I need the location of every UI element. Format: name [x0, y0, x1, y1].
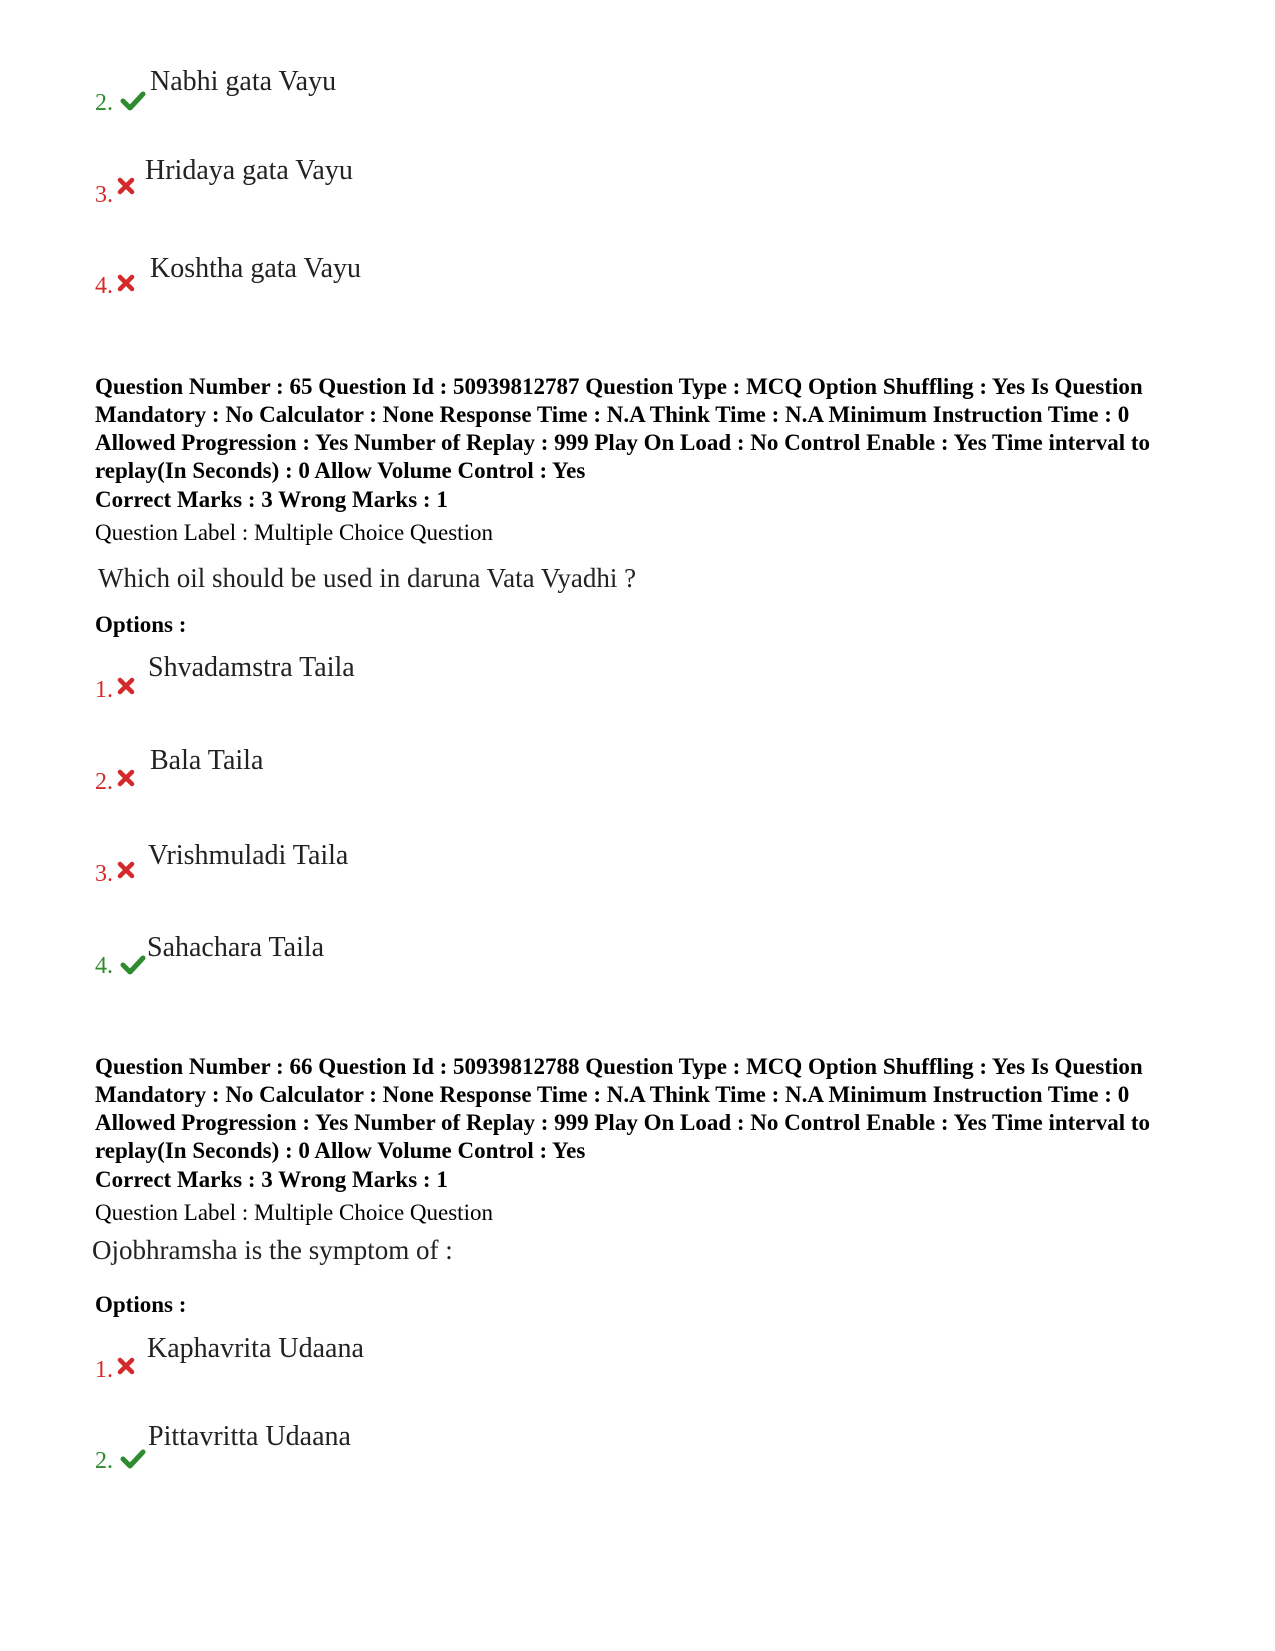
- option-number: 1.: [95, 1357, 113, 1383]
- question-66-label: Question Label : Multiple Choice Question: [95, 1200, 493, 1225]
- prev-option-2: [0, 60, 1275, 130]
- prev-option-3: [0, 150, 1275, 220]
- question-66-meta: Question Number : 66 Question Id : 50939812788 Question Type : MCQ Option Shuffling : Yes Is Question Mandatory : No Calculator : None Response Time : N.A Think Time : N.A Minimum Instruction Time : 0 Allowed Progression : Yes Number of Replay : 999 Play On Load : No Control Enable : Yes Time interval to replay(In Seconds) : 0 Allow Volume Control : Yes: [95, 1054, 1151, 1163]
- q66-option-2: [0, 1418, 1275, 1488]
- question-65-text: Which oil should be used in daruna Vata Vyadhi ?: [98, 563, 637, 593]
- option-text: Kaphavrita Udaana: [147, 1333, 364, 1364]
- cross-icon: [116, 273, 136, 293]
- q65-option-4: [0, 928, 1275, 998]
- check-icon: [120, 952, 146, 978]
- check-icon: [120, 88, 146, 114]
- question-66-options-heading: Options :: [95, 1292, 187, 1317]
- question-65-meta: Question Number : 65 Question Id : 50939812787 Question Type : MCQ Option Shuffling : Yes Is Question Mandatory : No Calculator : None Response Time : N.A Think Time : N.A Minimum Instruction Time : 0 Allowed Progression : Yes Number of Replay : 999 Play On Load : No Control Enable : Yes Time interval to replay(In Seconds) : 0 Allow Volume Control : Yes: [95, 374, 1151, 483]
- q65-option-3: [0, 836, 1275, 906]
- option-text: Bala Taila: [150, 745, 264, 776]
- cross-icon: [116, 768, 136, 788]
- option-number: 4.: [95, 953, 113, 979]
- q65-option-1: [0, 650, 1275, 720]
- check-icon: [120, 1446, 146, 1472]
- option-number: 3.: [95, 861, 113, 887]
- option-number: 3.: [95, 182, 113, 208]
- option-text: Hridaya gata Vayu: [145, 155, 353, 186]
- question-65-label: Question Label : Multiple Choice Question: [95, 520, 493, 545]
- option-number: 4.: [95, 273, 113, 299]
- option-number: 1.: [95, 677, 113, 703]
- cross-icon: [116, 860, 136, 880]
- option-number: 2.: [95, 1448, 113, 1474]
- cross-icon: [116, 176, 136, 196]
- option-text: Sahachara Taila: [147, 932, 325, 963]
- option-text: Koshtha gata Vayu: [150, 253, 361, 284]
- question-66-marks: Correct Marks : 3 Wrong Marks : 1: [95, 1167, 448, 1192]
- option-text: Pittavritta Udaana: [148, 1421, 351, 1452]
- question-65-marks: Correct Marks : 3 Wrong Marks : 1: [95, 487, 448, 512]
- cross-icon: [116, 1356, 136, 1376]
- question-66-text: Ojobhramsha is the symptom of :: [92, 1235, 453, 1265]
- question-65-options-heading: Options :: [95, 612, 187, 637]
- option-number: 2.: [95, 90, 113, 116]
- prev-option-4: [0, 243, 1275, 313]
- option-text: Shvadamstra Taila: [148, 652, 355, 683]
- cross-icon: [116, 676, 136, 696]
- option-number: 2.: [95, 769, 113, 795]
- q66-option-1: [0, 1330, 1275, 1400]
- option-text: Vrishmuladi Taila: [148, 840, 349, 871]
- option-text: Nabhi gata Vayu: [150, 66, 337, 97]
- q65-option-2: [0, 742, 1275, 812]
